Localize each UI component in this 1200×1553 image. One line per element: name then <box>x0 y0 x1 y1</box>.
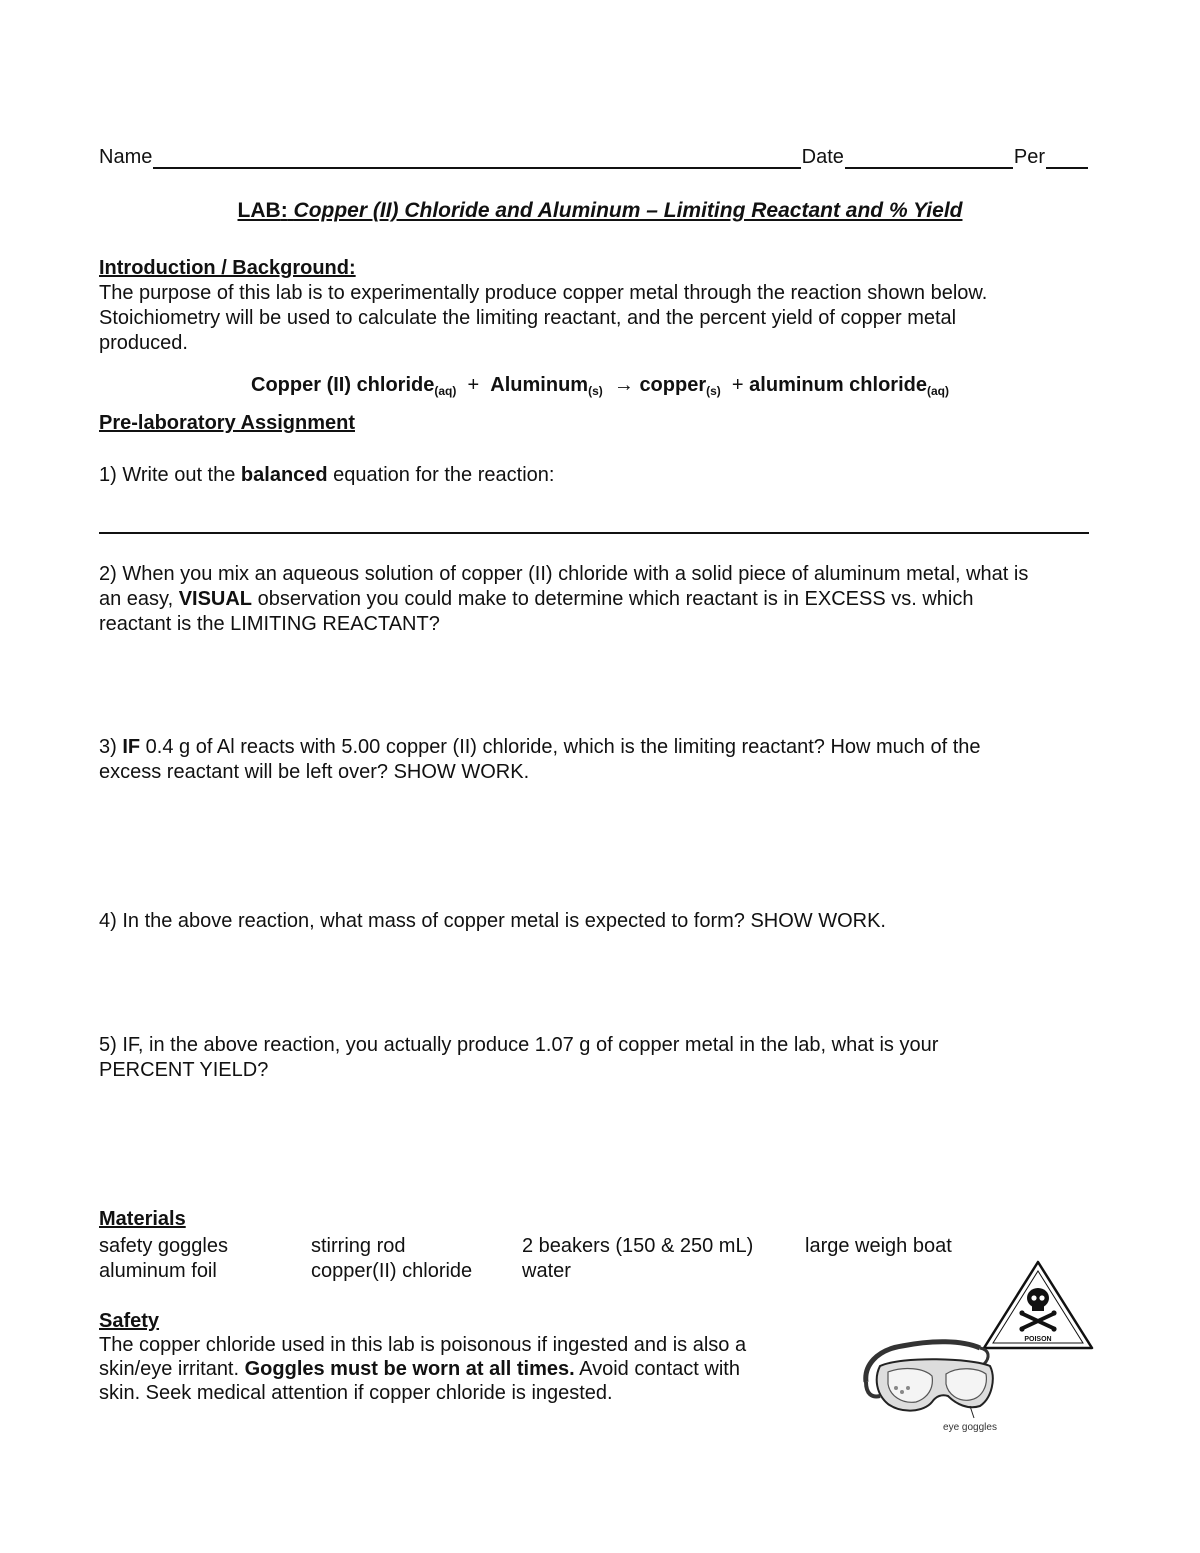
safety-text-end: Avoid contact with <box>574 1358 740 1380</box>
state-label: (aq) <box>434 384 457 398</box>
q3-line <box>99 735 1109 760</box>
question-3 <box>99 735 1109 785</box>
period-blank[interactable] <box>1046 149 1088 169</box>
material-item: safety goggles <box>99 1235 228 1257</box>
q2-line: reactant is the LIMITING REACTANT? <box>99 613 440 635</box>
q5-line: 5) IF, in the above reaction, you actually produce 1.07 g of copper metal in the lab, what is your <box>99 1034 939 1056</box>
materials-row <box>99 1235 1099 1260</box>
intro-line: produced. <box>99 332 188 354</box>
q1-text: 1) Write out the <box>99 464 241 486</box>
materials-heading: Materials <box>99 1208 186 1230</box>
q2-text-end: observation you could make to determine which reactant is in EXCESS vs. which <box>252 588 974 610</box>
state-label: (aq) <box>926 384 949 398</box>
q1-bold: balanced <box>240 464 328 486</box>
safety-line <box>99 1357 819 1381</box>
q2-bold: VISUAL <box>178 588 253 610</box>
safety-heading: Safety <box>99 1310 160 1332</box>
intro-line: The purpose of this lab is to experimentally produce copper metal through the reaction shown below. <box>99 282 988 304</box>
safety-line: skin. Seek medical attention if copper chloride is ingested. <box>99 1382 613 1404</box>
state-label: (s) <box>706 384 721 398</box>
safety-line: The copper chloride used in this lab is poisonous if ingested and is also a <box>99 1334 747 1356</box>
header-fields <box>99 145 1089 169</box>
q1-answer-line[interactable] <box>99 532 1089 534</box>
q2-text: an easy, <box>99 588 179 610</box>
safety-text-start: skin/eye irritant. <box>99 1358 245 1380</box>
q3-number: 3) <box>99 736 123 758</box>
material-item: water <box>522 1260 571 1282</box>
material-item: stirring rod <box>311 1235 406 1257</box>
poison-label: POISON <box>1024 1336 1052 1343</box>
title-topic: Copper (II) Chloride and Aluminum – Limiting Reactant and % Yield <box>293 199 963 222</box>
plus-sign: + <box>731 374 744 396</box>
intro-line: Stoichiometry will be used to calculate the limiting reactant, and the percent yield of copper metal <box>99 307 957 329</box>
reaction-equation <box>0 374 1200 397</box>
product-aluminum-chloride: aluminum chloride <box>749 374 927 396</box>
safety-text <box>99 1333 819 1405</box>
goggles-caption: eye goggles <box>943 1422 997 1433</box>
name-label: Name <box>99 146 153 168</box>
reactant-copper-chloride: Copper (II) chloride <box>251 374 435 396</box>
period-label: Per <box>1013 146 1045 168</box>
intro-heading: Introduction / Background: <box>99 257 356 279</box>
q2-line: 2) When you mix an aqueous solution of copper (II) chloride with a solid piece of aluminum metal, what is <box>99 563 1029 585</box>
question-5 <box>99 1033 1109 1083</box>
question-4: 4) In the above reaction, what mass of copper metal is expected to form? SHOW WORK. <box>99 910 886 932</box>
material-item: copper(II) chloride <box>311 1260 473 1282</box>
state-label: (s) <box>588 384 603 398</box>
title-colon: : <box>280 199 288 222</box>
name-blank[interactable] <box>153 149 800 169</box>
material-item: aluminum foil <box>99 1260 217 1282</box>
q3-text: 0.4 g of Al reacts with 5.00 copper (II) chloride, which is the limiting reactant? How much of the <box>140 736 981 758</box>
materials-row <box>99 1260 1099 1285</box>
safety-bold: Goggles must be worn at all times. <box>244 1358 575 1380</box>
reactant-aluminum: Aluminum <box>490 374 589 396</box>
q5-line: PERCENT YIELD? <box>99 1059 269 1081</box>
q1-text-end: equation for the reaction: <box>327 464 555 486</box>
q2-line <box>99 587 1109 612</box>
q3-line: excess reactant will be left over? SHOW WORK. <box>99 761 530 783</box>
date-label: Date <box>801 146 844 168</box>
plus-sign: + <box>467 374 480 396</box>
title-prefix: LAB <box>237 199 281 222</box>
reaction-arrow: → <box>613 374 634 396</box>
intro-section <box>99 256 1109 356</box>
material-item: large weigh boat <box>805 1235 952 1257</box>
product-copper: copper <box>639 374 707 396</box>
eye-goggles-icon <box>862 1336 1012 1434</box>
question-1 <box>99 463 1109 488</box>
prelab-heading: Pre-laboratory Assignment <box>99 412 355 434</box>
question-2 <box>99 562 1109 637</box>
page-title <box>0 199 1200 223</box>
date-blank[interactable] <box>845 149 1013 169</box>
q3-bold: IF <box>122 736 141 758</box>
material-item: 2 beakers (150 & 250 mL) <box>522 1235 754 1257</box>
